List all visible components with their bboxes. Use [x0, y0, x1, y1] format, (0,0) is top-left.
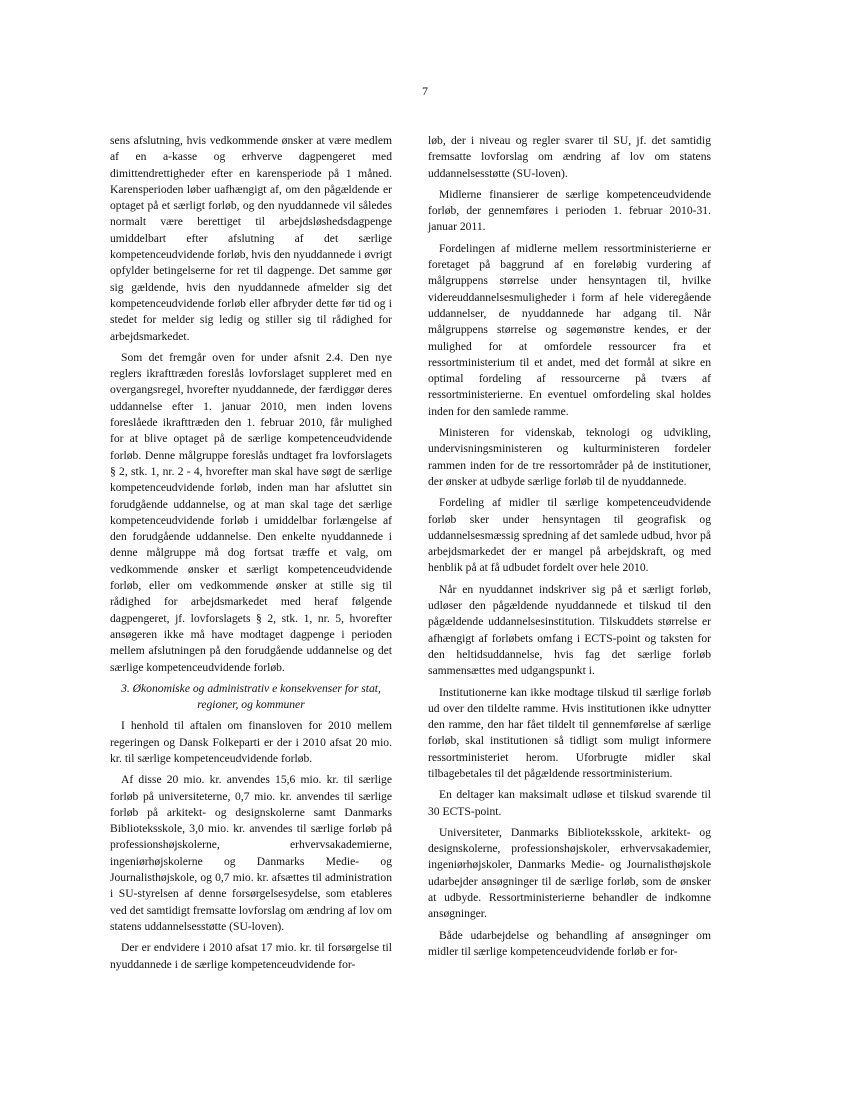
- paragraph: sens afslutning, hvis vedkommende ønsker at være medlem af en a-kasse og erhverve dagpengeret med dimittendrettigheder efter en karensperiode på 1 måned. Karensperioden løber uafhængigt af, om den pågældende er optaget på et særligt forløb, og den nyuddannede vil således normalt være berettiget til arbejdsløshedsdagpenge umiddelbart efter afslutning af det særlige kompetenceudvidende forløb, hvis den nyuddannede i øvrigt opfylder betingelserne for ret til dagpenge. Det samme gør sig gældende, hvis den nyuddannede afmelder sig det kompetenceudvidende forløb eller afbryder dette før tid og i stedet for melder sig ledig og stiller sig til rådighed for arbejdsmarkedet.: [110, 134, 392, 343]
- paragraph: En deltager kan maksimalt udløse et tilskud svarende til 30 ECTS-point.: [428, 788, 711, 818]
- paragraph: Fordelingen af midlerne mellem ressortministerierne er foretaget på baggrund af en foreløbig vurdering af målgruppens størrelse under hensyntagen til, hvilke videreuddannelsesmuligheder i form af hele videregående uddannelser, de nyuddannede har adgang til. Når målgruppens størrelse og søgemønstre kendes, er der mulighed for at omfordele ressourcer fra et ressortministerium til et andet, med det formål at sikre en optimal fordeling af ressourcerne på tværs af ressortministerierne. En eventuel omfordeling skal holdes inden for den samlede ramme.: [428, 241, 711, 418]
- paragraph: Både udarbejdelse og behandling af ansøgninger om midler til særlige kompetenceudvidende forløb er for-: [428, 928, 711, 958]
- right-column: [428, 133, 711, 965]
- paragraph: Når en nyuddannet indskriver sig på et særligt forløb, udløser den pågældende nyuddannede et tilskud til den pågældende uddannelsesinstitution. Tilskuddets størrelse er afhængigt af forløbets omfang i ECTS-point og taksten for den heltidsuddannelse, hvis fag det særlige forløb sammensættes med udgangspunkt i.: [428, 582, 711, 678]
- paragraph: Fordeling af midler til særlige kompetenceudvidende forløb sker under hensyntagen til geografisk og uddannelsesmæssig spredning af det samlede udbud, hvor på arbejdsmarkedet der er mangel på arbejdskraft, og med henblik på at få udbudet fordelt over hele 2010.: [428, 496, 711, 575]
- section-heading: 3. Økonomiske og administrativ e konsekvenser for stat, regioner, og kommuner: [121, 681, 381, 712]
- paragraph: Ministeren for videnskab, teknologi og udvikling, undervisningsministeren og kulturministeren fordeler rammen inden for de tre ressortområder på de institutioner, der ønsker at udbyde særlige forløb til de nyuddannede.: [428, 426, 711, 488]
- paragraph: Universiteter, Danmarks Biblioteksskole, arkitekt- og designskolerne, professionshøjskoler, erhvervsakademier, ingeniørhøjskoler, Danmarks Medie- og Journalisthøjskole udarbejder ansøgninger til de særlige forløb, som de ønsker at udbyde. Ressortministerierne behandler de indkomne ansøgninger.: [428, 825, 711, 921]
- paragraph: Der er endvidere i 2010 afsat 17 mio. kr. til forsørgelse til nyuddannede i de særlige kompetenceudvidende for-: [110, 941, 392, 971]
- paragraph: løb, der i niveau og regler svarer til SU, jf. det samtidig fremsatte lovforslag om ændring af lov om statens uddannelsesstøtte (SU-loven).: [428, 134, 711, 180]
- paragraph: Som det fremgår oven for under afsnit 2.4. Den nye reglers ikrafttræden foreslås lovforslaget suppleret med en overgangsregel, hvorefter nyuddannede, der færdiggør deres uddannelse efter 1. januar 2010, men inden lovens foreslåede ikrafttræden den 1. februar 2010, får mulighed for at blive optaget på de særlige kompetenceudvidende forløb. Denne målgruppe foreslås undtaget fra lovforslagets § 2, stk. 1, nr. 2 - 4, hvorefter man skal have søgt de særlige kompetenceudvidende forløb, inden man har afsluttet sin forudgående uddannelse, og at man skal tage det særlige kompetenceudvidende forløb i umiddelbar forlængelse af den forudgående uddannelse. Den enkelte nyuddannede i denne målgruppe må dog fortsat træffe et valg, om vedkommende ønsker et særligt kompetenceudvidende forløb, eller om vedkommende ønsker at stille sig til rådighed for arbejdsmarkedet med heraf følgende dagpengeret, jf. lovforslagets § 2, stk. 1, nr. 5, hvorefter ansøgeren ikke må have modtaget dagpenge i perioden mellem afslutningen på den forudgående uddannelse og det særlige kompetenceudvidende forløb.: [110, 350, 392, 674]
- paragraph: Af disse 20 mio. kr. anvendes 15,6 mio. kr. til særlige forløb på universiteterne, 0,7 mio. kr. anvendes til særlige forløb på arkitekt- og designskolerne samt Danmarks Biblioteksskole, 3,0 mio. kr. anvendes til særlige forløb på professionshøjskolerne, erhvervsakademierne, ingeniørhøjskolerne og Danmarks Medie- og Journalisthøjskole, og 0,7 mio. kr. afsættes til administration i SU-styrelsen af denne forsørgelsesydelse, som etableres ved det samtidigt fremsatte lovforslag om ændring af lov om statens uddannelsesstøtte (SU-loven).: [110, 773, 392, 933]
- page-number: 7: [422, 84, 428, 98]
- paragraph: Midlerne finansierer de særlige kompetenceudvidende forløb, der gennemføres i perioden 1. februar 2010-31. januar 2011.: [428, 187, 711, 234]
- paragraph: Institutionerne kan ikke modtage tilskud til særlige forløb ud over den tildelte ramme. Hvis institutionen ikke udnytter den ramme, den har fået tildelt til gennemførelse af særlige forløb, skal institutionen så tidligt som muligt informere ressortministeriet herom. Uforbrugte midler skal tilbagebetales til det pågældende ressortministerium.: [428, 685, 711, 780]
- left-column: [110, 133, 392, 978]
- paragraph: I henhold til aftalen om finansloven for 2010 mellem regeringen og Dansk Folkeparti er der i 2010 afsat 20 mio. kr. til særlige kompetenceudvidende forløb.: [110, 719, 392, 765]
